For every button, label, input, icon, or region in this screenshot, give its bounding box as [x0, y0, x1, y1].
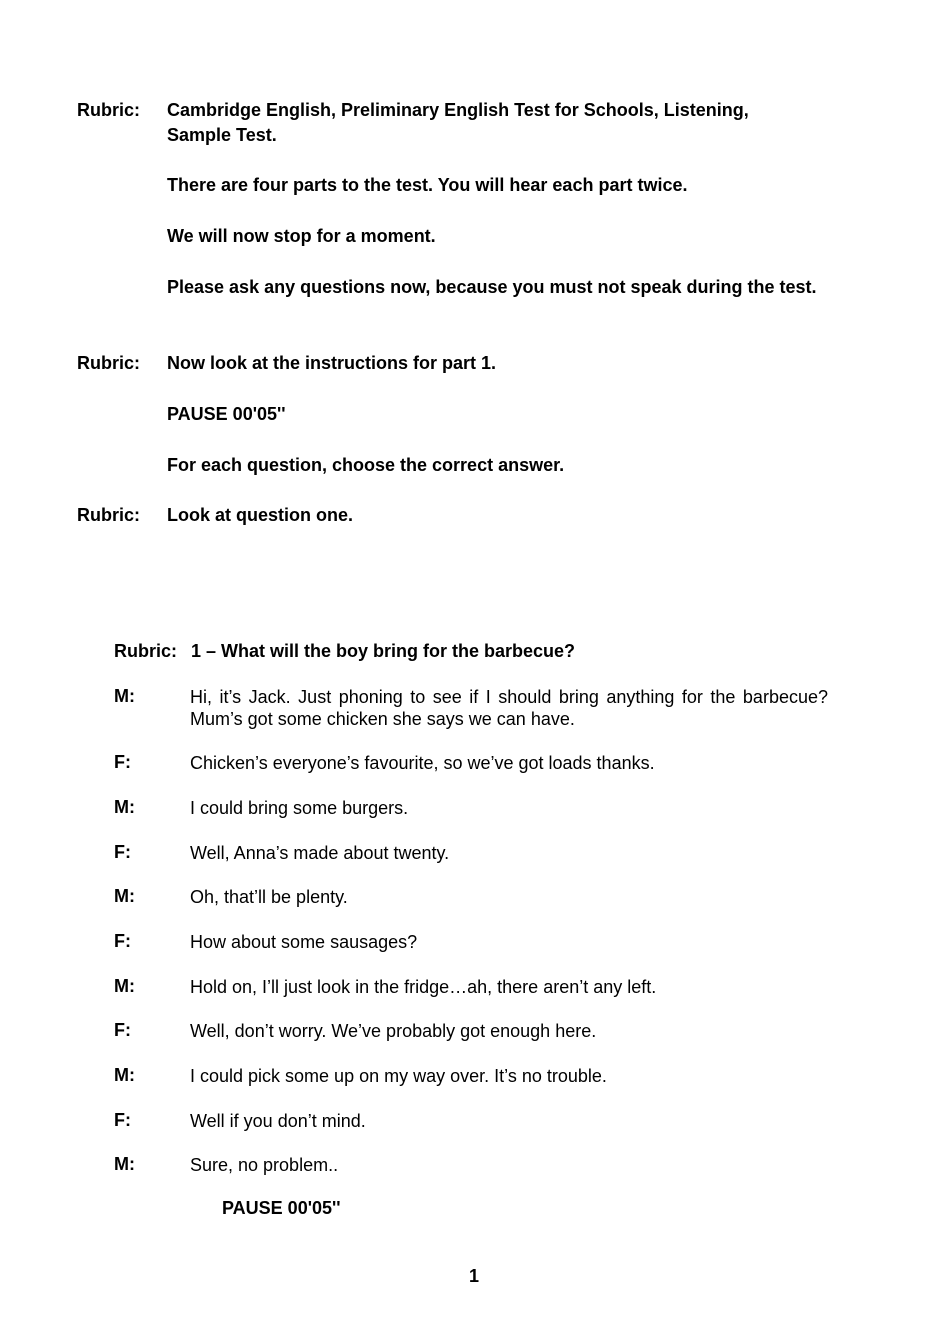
dialogue-line: I could pick some up on my way over. It’s no trouble.	[190, 1066, 607, 1086]
dialogue-speaker: M:	[114, 1154, 135, 1174]
dialogue-line: I could bring some burgers.	[190, 798, 409, 818]
end-pause: PAUSE 00'05''	[222, 1198, 341, 1218]
dialogue-speaker: F:	[114, 842, 131, 862]
intro-line-2: Sample Test.	[167, 125, 277, 145]
part1-rubric-label: Rubric:	[77, 353, 140, 373]
dialogue-speaker: M:	[114, 886, 135, 906]
dialogue-line: Well if you don’t mind.	[190, 1111, 366, 1131]
dialogue-line: How about some sausages?	[190, 932, 418, 952]
dialogue-line: Well, Anna’s made about twenty.	[190, 843, 450, 863]
dialogue-speaker: F:	[114, 752, 131, 772]
q1-intro-label: Rubric:	[77, 505, 140, 525]
dialogue-line: Hold on, I’ll just look in the fridge…ah, there aren’t any left.	[190, 977, 657, 997]
q1-intro-text: Look at question one.	[167, 505, 354, 525]
part1-instruction: For each question, choose the correct answer.	[167, 455, 565, 475]
intro-line-1: Cambridge English, Preliminary English Test for Schools, Listening,	[167, 100, 749, 120]
dialogue-line: Hi, it’s Jack. Just phoning to see if I should bring anything for the barbecue? Mum’s got some chicken she says we can have.	[190, 687, 828, 729]
dialogue-speaker: F:	[114, 1020, 131, 1040]
part1-pause: PAUSE 00'05''	[167, 404, 286, 424]
intro-para-3: We will now stop for a moment.	[167, 226, 436, 246]
dialogue-speaker: F:	[114, 931, 131, 951]
question1-rubric-label: Rubric:	[114, 641, 177, 661]
page-number: 1	[469, 1266, 480, 1286]
dialogue-line: Well, don’t worry. We’ve probably got enough here.	[190, 1021, 597, 1041]
dialogue-line: Sure, no problem..	[190, 1155, 339, 1175]
part1-text: Now look at the instructions for part 1.	[167, 353, 497, 373]
dialogue-speaker: M:	[114, 1065, 135, 1085]
dialogue-speaker: M:	[114, 976, 135, 996]
intro-rubric-label: Rubric:	[77, 100, 140, 120]
question1-text: 1 – What will the boy bring for the barbecue?	[191, 641, 576, 661]
dialogue-speaker: F:	[114, 1110, 131, 1130]
dialogue-line: Chicken’s everyone’s favourite, so we’ve got loads thanks.	[190, 753, 655, 773]
intro-para-4: Please ask any questions now, because you must not speak during the test.	[167, 277, 817, 297]
dialogue-speaker: M:	[114, 686, 135, 706]
dialogue-speaker: M:	[114, 797, 135, 817]
intro-para-2: There are four parts to the test. You will hear each part twice.	[167, 175, 688, 195]
dialogue-line: Oh, that’ll be plenty.	[190, 887, 348, 907]
